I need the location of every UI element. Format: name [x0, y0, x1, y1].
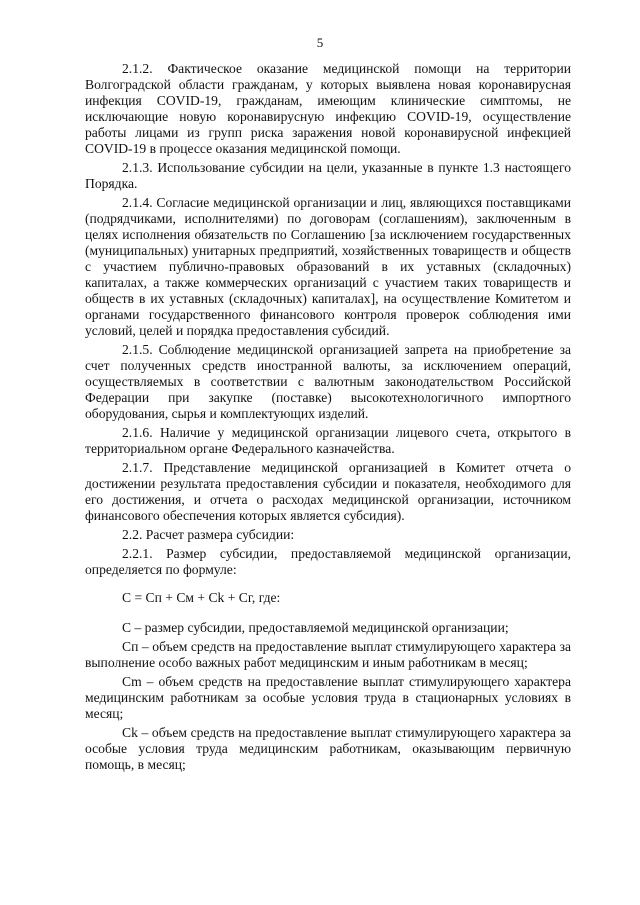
definition-cp: Cп – объем средств на предоставление выплат стимулирующего характера за выполнение особо важных работ медицинским и иным работникам в месяц; — [85, 639, 571, 670]
paragraph-2-2-1: 2.2.1. Размер субсидии, предоставляемой медицинской организации, определяется по формуле: — [85, 546, 571, 577]
paragraph-2-1-2: 2.1.2. Фактическое оказание медицинской помощи на территории Волгоградской области гражданам, у которых выявлена новая коронавирусная инфекция COVID-19, гражданам, имеющим клинические симптомы, не исключающие новую коронавирусную инфекцию COVID-19, осуществление работы лицами из групп риска заражения новой коронавирусной инфекцией COVID-19 в процессе оказания медицинской помощи. — [85, 61, 571, 156]
subsidy-formula: C = Cп + Cм + Ck + Cг, где: — [122, 590, 281, 605]
paragraph-2-1-7: 2.1.7. Представление медицинской организацией в Комитет отчета о достижении результата предоставления субсидии и показателя, необходимого для его достижения, и отчета о расходах медицинской организации, источником финансового обеспечения которых является субсидия). — [85, 460, 571, 523]
paragraph-2-1-4: 2.1.4. Согласие медицинской организации и лиц, являющихся поставщиками (подрядчиками, исполнителями) по договорам (соглашениям), заключенным в целях исполнения обязательств по Соглашению [за исключением государственных (муниципальных) унитарных предприятий, хозяйственных товариществ и обществ с участием публично-правовых образований в их уставных (складочных) капиталах, а также коммерческих организаций с участием таких товариществ и обществ в их уставных (складочных) капиталах], на осуществление Комитетом и органами государственного финансового контроля проверок соблюдения ими условий, целей и порядка предоставления субсидий. — [85, 195, 571, 338]
definition-ck: Ck – объем средств на предоставление выплат стимулирующего характера за особые условия труда медицинским работникам, оказывающим первичную помощь, в месяц; — [85, 725, 571, 772]
document-body — [85, 61, 571, 773]
paragraph-2-1-6: 2.1.6. Наличие у медицинской организации лицевого счета, открытого в территориальном органе Федерального казначейства. — [85, 425, 571, 456]
page-number: 5 — [316, 35, 324, 50]
definition-c: C – размер субсидии, предоставляемой медицинской организации; — [122, 620, 509, 635]
paragraph-2-2: 2.2. Расчет размера субсидии: — [122, 527, 295, 542]
definition-cm: Cm – объем средств на предоставление выплат стимулирующего характера медицинским работникам за особые условия труда в стационарных условиях в месяц; — [85, 674, 571, 721]
paragraph-2-1-5: 2.1.5. Соблюдение медицинской организацией запрета на приобретение за счет полученных средств иностранной валюты, за исключением операций, осуществляемых в соответствии с валютным законодательством Российской Федерации при закупке (поставке) высокотехнологичного импортного оборудования, сырья и комплектующих изделий. — [85, 342, 571, 421]
paragraph-2-1-3: 2.1.3. Использование субсидии на цели, указанные в пункте 1.3 настоящего Порядка. — [85, 160, 571, 191]
